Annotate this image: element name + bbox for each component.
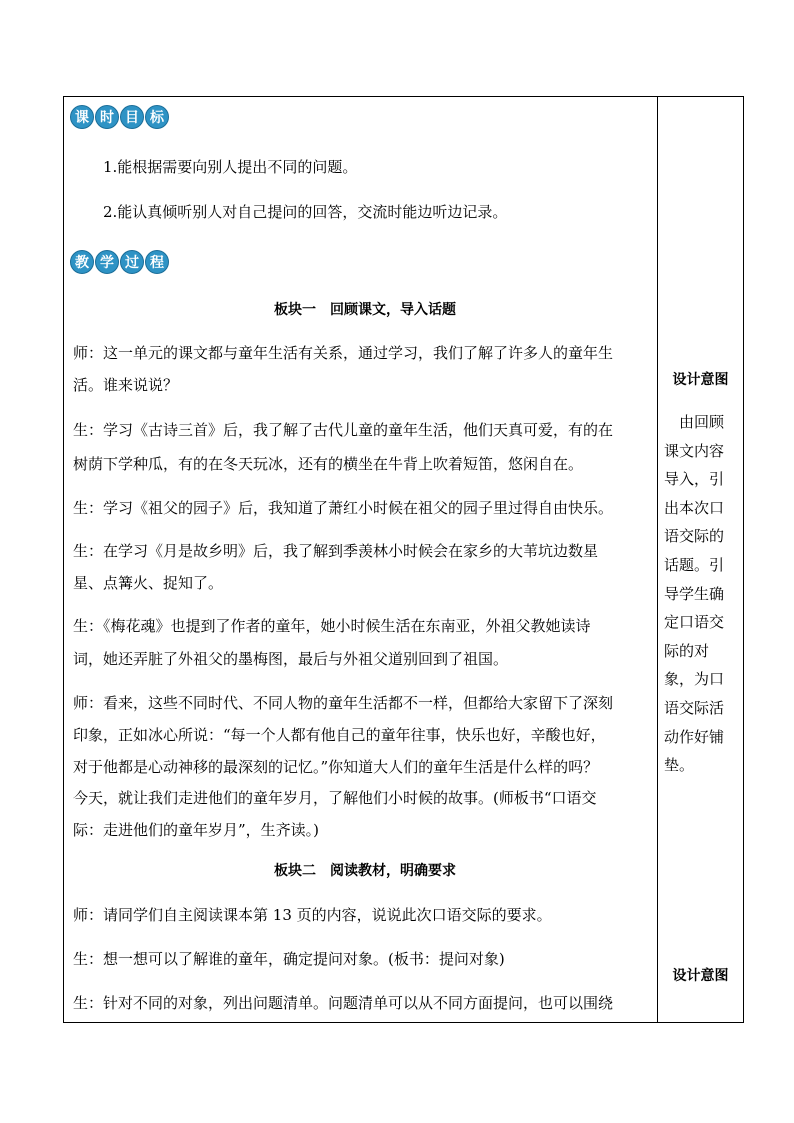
dialogue-line: 师：看来，这些不同时代、不同人物的童年生活都不一样，但都给大家留下了深刻: [73, 694, 614, 712]
dialogue-line: 对于他都是心动神移的最深刻的记忆。”你知道大人们的童年生活是什么样的吗？: [73, 758, 599, 776]
dialogue-line: 生：学习《古诗三首》后，我了解了古代儿童的童年生活，他们天真可爱，有的在: [73, 421, 614, 439]
objectives-badge-char: 目: [120, 105, 144, 129]
dialogue-line: 词，她还弄脏了外祖父的墨梅图，最后与外祖父道别回到了祖国。: [73, 650, 509, 668]
design-intent-title: 设计意图: [672, 968, 729, 984]
dialogue-line: 生：《梅花魂》也提到了作者的童年，她小时候生活在东南亚，外祖父教她读诗: [73, 617, 591, 635]
column-divider: [657, 96, 658, 1023]
design-intent-text: 由回顾课文内容导入，引出本次口语交际的话题。引导学生确定口语交际的对象，为口语交际活动作好铺垫。: [664, 413, 725, 775]
process-badge-char: 学: [95, 250, 119, 274]
process-heading: [70, 250, 169, 274]
dialogue-line: 师：请同学们自主阅读课本第 13 页的内容，说说此次口语交际的要求。: [73, 906, 552, 924]
dialogue-line: 树荫下学种瓜，有的在冬天玩冰，还有的横坐在牛背上吹着短笛，悠闲自在。: [73, 455, 584, 473]
section-1-title: 板块一 回顾课文，导入话题: [274, 302, 456, 318]
objectives-badge-char: 课: [70, 105, 94, 129]
objectives-badge-char: 时: [95, 105, 119, 129]
dialogue-line: 今天，就让我们走进他们的童年岁月，了解他们小时候的故事。(师板书“口语交: [73, 789, 597, 807]
process-badge-char: 教: [70, 250, 94, 274]
dialogue-line: 印象，正如冰心所说：“每一个人都有他自己的童年往事，快乐也好，辛酸也好，: [73, 726, 606, 744]
section-2-title: 板块二 阅读教材，明确要求: [274, 863, 456, 879]
design-intent-title: 设计意图: [672, 372, 729, 388]
process-badge-char: 过: [120, 250, 144, 274]
dialogue-line: 生：学习《祖父的园子》后，我知道了萧红小时候在祖父的园子里过得自由快乐。: [73, 499, 614, 517]
objectives-badge-char: 标: [145, 105, 169, 129]
dialogue-line: 生：想一想可以了解谁的童年，确定提问对象。(板书：提问对象): [73, 950, 505, 968]
process-badge-char: 程: [145, 250, 169, 274]
dialogue-line: 星、点篝火、捉知了。: [73, 574, 224, 592]
dialogue-line: 际：走进他们的童年岁月”，生齐读。): [73, 821, 320, 839]
dialogue-line: 生：在学习《月是故乡明》后，我了解到季羡林小时候会在家乡的大苇坑边数星: [73, 542, 599, 560]
objective-item: 2.能认真倾听别人对自己提问的回答，交流时能边听边记录。: [103, 203, 508, 221]
dialogue-line: 活。谁来说说？: [73, 376, 179, 394]
objectives-heading: [70, 105, 169, 129]
dialogue-line: 师：这一单元的课文都与童年生活有关系，通过学习，我们了解了许多人的童年生: [73, 344, 614, 362]
objective-item: 1.能根据需要向别人提出不同的问题。: [103, 158, 358, 176]
dialogue-line: 生：针对不同的对象，列出问题清单。问题清单可以从不同方面提问，也可以围绕: [73, 994, 614, 1012]
